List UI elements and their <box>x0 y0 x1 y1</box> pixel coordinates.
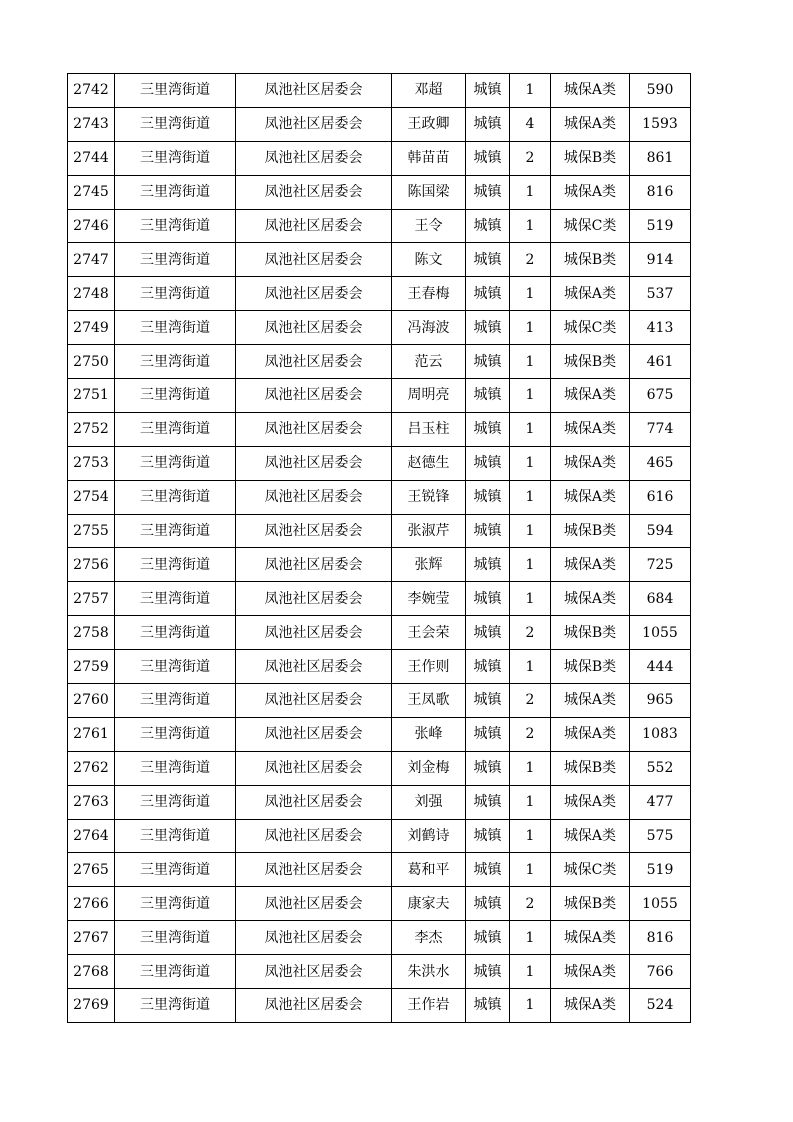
community-cell: 凤池社区居委会 <box>236 785 392 819</box>
serial-number-cell: 2760 <box>68 684 115 718</box>
serial-number-cell: 2764 <box>68 819 115 853</box>
community-cell: 凤池社区居委会 <box>236 819 392 853</box>
household-type-cell: 城镇 <box>466 277 510 311</box>
amount-cell: 725 <box>630 548 691 582</box>
amount-cell: 914 <box>630 243 691 277</box>
category-cell: 城保A类 <box>551 446 630 480</box>
member-count-cell: 2 <box>510 616 551 650</box>
amount-cell: 575 <box>630 819 691 853</box>
amount-cell: 477 <box>630 785 691 819</box>
category-cell: 城保B类 <box>551 141 630 175</box>
subdistrict-cell: 三里湾街道 <box>115 277 236 311</box>
subdistrict-cell: 三里湾街道 <box>115 107 236 141</box>
table-row <box>68 277 691 311</box>
name-cell: 陈文 <box>392 243 466 277</box>
amount-cell: 444 <box>630 650 691 684</box>
serial-number-cell: 2768 <box>68 955 115 989</box>
serial-number-cell: 2756 <box>68 548 115 582</box>
amount-cell: 461 <box>630 345 691 379</box>
subdistrict-cell: 三里湾街道 <box>115 955 236 989</box>
community-cell: 凤池社区居委会 <box>236 717 392 751</box>
member-count-cell: 1 <box>510 955 551 989</box>
amount-cell: 524 <box>630 989 691 1023</box>
community-cell: 凤池社区居委会 <box>236 853 392 887</box>
table-row <box>68 345 691 379</box>
subdistrict-cell: 三里湾街道 <box>115 785 236 819</box>
subdistrict-cell: 三里湾街道 <box>115 650 236 684</box>
serial-number-cell: 2766 <box>68 887 115 921</box>
amount-cell: 519 <box>630 853 691 887</box>
subdistrict-cell: 三里湾街道 <box>115 74 236 108</box>
amount-cell: 774 <box>630 412 691 446</box>
category-cell: 城保A类 <box>551 277 630 311</box>
serial-number-cell: 2754 <box>68 480 115 514</box>
category-cell: 城保A类 <box>551 379 630 413</box>
household-type-cell: 城镇 <box>466 684 510 718</box>
name-cell: 康家夫 <box>392 887 466 921</box>
subdistrict-cell: 三里湾街道 <box>115 684 236 718</box>
category-cell: 城保A类 <box>551 785 630 819</box>
subdistrict-cell: 三里湾街道 <box>115 717 236 751</box>
category-cell: 城保B类 <box>551 345 630 379</box>
community-cell: 凤池社区居委会 <box>236 311 392 345</box>
household-type-cell: 城镇 <box>466 616 510 650</box>
household-type-cell: 城镇 <box>466 717 510 751</box>
member-count-cell: 1 <box>510 751 551 785</box>
category-cell: 城保A类 <box>551 717 630 751</box>
table-row <box>68 514 691 548</box>
name-cell: 刘鹤诗 <box>392 819 466 853</box>
member-count-cell: 1 <box>510 412 551 446</box>
name-cell: 吕玉柱 <box>392 412 466 446</box>
member-count-cell: 1 <box>510 74 551 108</box>
subdistrict-cell: 三里湾街道 <box>115 887 236 921</box>
household-type-cell: 城镇 <box>466 311 510 345</box>
subdistrict-cell: 三里湾街道 <box>115 480 236 514</box>
amount-cell: 1055 <box>630 887 691 921</box>
amount-cell: 861 <box>630 141 691 175</box>
subdistrict-cell: 三里湾街道 <box>115 819 236 853</box>
table-row <box>68 887 691 921</box>
amount-cell: 552 <box>630 751 691 785</box>
member-count-cell: 1 <box>510 819 551 853</box>
community-cell: 凤池社区居委会 <box>236 684 392 718</box>
community-cell: 凤池社区居委会 <box>236 650 392 684</box>
community-cell: 凤池社区居委会 <box>236 548 392 582</box>
table-row <box>68 616 691 650</box>
serial-number-cell: 2759 <box>68 650 115 684</box>
household-type-cell: 城镇 <box>466 989 510 1023</box>
category-cell: 城保A类 <box>551 74 630 108</box>
name-cell: 朱洪水 <box>392 955 466 989</box>
table-row <box>68 412 691 446</box>
table-row <box>68 650 691 684</box>
serial-number-cell: 2748 <box>68 277 115 311</box>
table-row <box>68 446 691 480</box>
name-cell: 王令 <box>392 209 466 243</box>
serial-number-cell: 2745 <box>68 175 115 209</box>
serial-number-cell: 2763 <box>68 785 115 819</box>
amount-cell: 1055 <box>630 616 691 650</box>
household-type-cell: 城镇 <box>466 819 510 853</box>
subdistrict-cell: 三里湾街道 <box>115 379 236 413</box>
serial-number-cell: 2751 <box>68 379 115 413</box>
amount-cell: 616 <box>630 480 691 514</box>
member-count-cell: 1 <box>510 175 551 209</box>
subdistrict-cell: 三里湾街道 <box>115 921 236 955</box>
table-row <box>68 853 691 887</box>
community-cell: 凤池社区居委会 <box>236 887 392 921</box>
table-row <box>68 74 691 108</box>
member-count-cell: 1 <box>510 209 551 243</box>
table-row <box>68 684 691 718</box>
category-cell: 城保C类 <box>551 209 630 243</box>
category-cell: 城保A类 <box>551 684 630 718</box>
community-cell: 凤池社区居委会 <box>236 345 392 379</box>
subdistrict-cell: 三里湾街道 <box>115 141 236 175</box>
name-cell: 王会荣 <box>392 616 466 650</box>
category-cell: 城保A类 <box>551 819 630 853</box>
member-count-cell: 1 <box>510 548 551 582</box>
name-cell: 张辉 <box>392 548 466 582</box>
member-count-cell: 1 <box>510 582 551 616</box>
table-row <box>68 717 691 751</box>
serial-number-cell: 2742 <box>68 74 115 108</box>
category-cell: 城保A类 <box>551 412 630 446</box>
community-cell: 凤池社区居委会 <box>236 141 392 175</box>
name-cell: 王凤歌 <box>392 684 466 718</box>
community-cell: 凤池社区居委会 <box>236 921 392 955</box>
household-type-cell: 城镇 <box>466 785 510 819</box>
subdistrict-cell: 三里湾街道 <box>115 412 236 446</box>
community-cell: 凤池社区居委会 <box>236 955 392 989</box>
serial-number-cell: 2757 <box>68 582 115 616</box>
member-count-cell: 1 <box>510 650 551 684</box>
subdistrict-cell: 三里湾街道 <box>115 446 236 480</box>
amount-cell: 675 <box>630 379 691 413</box>
name-cell: 李杰 <box>392 921 466 955</box>
amount-cell: 684 <box>630 582 691 616</box>
community-cell: 凤池社区居委会 <box>236 74 392 108</box>
household-type-cell: 城镇 <box>466 209 510 243</box>
household-type-cell: 城镇 <box>466 853 510 887</box>
name-cell: 赵德生 <box>392 446 466 480</box>
table-row <box>68 582 691 616</box>
amount-cell: 413 <box>630 311 691 345</box>
member-count-cell: 1 <box>510 379 551 413</box>
table-row <box>68 751 691 785</box>
amount-cell: 465 <box>630 446 691 480</box>
amount-cell: 816 <box>630 921 691 955</box>
member-count-cell: 2 <box>510 243 551 277</box>
amount-cell: 816 <box>630 175 691 209</box>
name-cell: 冯海波 <box>392 311 466 345</box>
category-cell: 城保A类 <box>551 989 630 1023</box>
household-type-cell: 城镇 <box>466 107 510 141</box>
amount-cell: 594 <box>630 514 691 548</box>
member-count-cell: 1 <box>510 480 551 514</box>
amount-cell: 1593 <box>630 107 691 141</box>
community-cell: 凤池社区居委会 <box>236 989 392 1023</box>
household-type-cell: 城镇 <box>466 141 510 175</box>
table-row <box>68 955 691 989</box>
community-cell: 凤池社区居委会 <box>236 582 392 616</box>
household-type-cell: 城镇 <box>466 650 510 684</box>
member-count-cell: 1 <box>510 345 551 379</box>
amount-cell: 519 <box>630 209 691 243</box>
name-cell: 范云 <box>392 345 466 379</box>
table-row <box>68 379 691 413</box>
member-count-cell: 2 <box>510 717 551 751</box>
serial-number-cell: 2750 <box>68 345 115 379</box>
community-cell: 凤池社区居委会 <box>236 480 392 514</box>
community-cell: 凤池社区居委会 <box>236 514 392 548</box>
category-cell: 城保B类 <box>551 514 630 548</box>
category-cell: 城保A类 <box>551 175 630 209</box>
household-type-cell: 城镇 <box>466 751 510 785</box>
member-count-cell: 2 <box>510 887 551 921</box>
serial-number-cell: 2752 <box>68 412 115 446</box>
name-cell: 张峰 <box>392 717 466 751</box>
member-count-cell: 2 <box>510 141 551 175</box>
name-cell: 陈国梁 <box>392 175 466 209</box>
serial-number-cell: 2762 <box>68 751 115 785</box>
roster-body <box>68 74 691 1023</box>
category-cell: 城保A类 <box>551 921 630 955</box>
household-type-cell: 城镇 <box>466 446 510 480</box>
subdistrict-cell: 三里湾街道 <box>115 582 236 616</box>
community-cell: 凤池社区居委会 <box>236 107 392 141</box>
household-type-cell: 城镇 <box>466 175 510 209</box>
serial-number-cell: 2743 <box>68 107 115 141</box>
member-count-cell: 1 <box>510 785 551 819</box>
community-cell: 凤池社区居委会 <box>236 243 392 277</box>
category-cell: 城保C类 <box>551 311 630 345</box>
household-type-cell: 城镇 <box>466 514 510 548</box>
household-type-cell: 城镇 <box>466 955 510 989</box>
category-cell: 城保B类 <box>551 887 630 921</box>
subdistrict-cell: 三里湾街道 <box>115 548 236 582</box>
serial-number-cell: 2758 <box>68 616 115 650</box>
subdistrict-cell: 三里湾街道 <box>115 311 236 345</box>
household-type-cell: 城镇 <box>466 548 510 582</box>
name-cell: 王政卿 <box>392 107 466 141</box>
category-cell: 城保A类 <box>551 548 630 582</box>
table-row <box>68 480 691 514</box>
member-count-cell: 1 <box>510 311 551 345</box>
amount-cell: 537 <box>630 277 691 311</box>
household-type-cell: 城镇 <box>466 480 510 514</box>
name-cell: 邓超 <box>392 74 466 108</box>
table-row <box>68 209 691 243</box>
serial-number-cell: 2753 <box>68 446 115 480</box>
community-cell: 凤池社区居委会 <box>236 379 392 413</box>
serial-number-cell: 2765 <box>68 853 115 887</box>
household-type-cell: 城镇 <box>466 379 510 413</box>
table-row <box>68 819 691 853</box>
community-cell: 凤池社区居委会 <box>236 175 392 209</box>
category-cell: 城保A类 <box>551 582 630 616</box>
household-type-cell: 城镇 <box>466 74 510 108</box>
subdistrict-cell: 三里湾街道 <box>115 243 236 277</box>
subdistrict-cell: 三里湾街道 <box>115 209 236 243</box>
household-type-cell: 城镇 <box>466 582 510 616</box>
name-cell: 张淑芹 <box>392 514 466 548</box>
community-cell: 凤池社区居委会 <box>236 446 392 480</box>
subdistrict-cell: 三里湾街道 <box>115 175 236 209</box>
serial-number-cell: 2749 <box>68 311 115 345</box>
serial-number-cell: 2767 <box>68 921 115 955</box>
name-cell: 葛和平 <box>392 853 466 887</box>
table-row <box>68 141 691 175</box>
serial-number-cell: 2769 <box>68 989 115 1023</box>
amount-cell: 590 <box>630 74 691 108</box>
member-count-cell: 1 <box>510 989 551 1023</box>
serial-number-cell: 2746 <box>68 209 115 243</box>
name-cell: 王作岩 <box>392 989 466 1023</box>
household-type-cell: 城镇 <box>466 243 510 277</box>
subdistrict-cell: 三里湾街道 <box>115 853 236 887</box>
table-row <box>68 548 691 582</box>
amount-cell: 766 <box>630 955 691 989</box>
subdistrict-cell: 三里湾街道 <box>115 989 236 1023</box>
member-count-cell: 1 <box>510 446 551 480</box>
serial-number-cell: 2747 <box>68 243 115 277</box>
name-cell: 刘金梅 <box>392 751 466 785</box>
table-row <box>68 243 691 277</box>
subdistrict-cell: 三里湾街道 <box>115 514 236 548</box>
name-cell: 王锐锋 <box>392 480 466 514</box>
member-count-cell: 1 <box>510 277 551 311</box>
community-cell: 凤池社区居委会 <box>236 412 392 446</box>
table-row <box>68 785 691 819</box>
table-row <box>68 311 691 345</box>
name-cell: 王作则 <box>392 650 466 684</box>
table-row <box>68 107 691 141</box>
subdistrict-cell: 三里湾街道 <box>115 751 236 785</box>
category-cell: 城保A类 <box>551 480 630 514</box>
name-cell: 周明亮 <box>392 379 466 413</box>
serial-number-cell: 2761 <box>68 717 115 751</box>
community-cell: 凤池社区居委会 <box>236 751 392 785</box>
subdistrict-cell: 三里湾街道 <box>115 616 236 650</box>
household-type-cell: 城镇 <box>466 921 510 955</box>
community-cell: 凤池社区居委会 <box>236 209 392 243</box>
household-type-cell: 城镇 <box>466 345 510 379</box>
name-cell: 李婉莹 <box>392 582 466 616</box>
category-cell: 城保B类 <box>551 243 630 277</box>
category-cell: 城保C类 <box>551 853 630 887</box>
name-cell: 刘强 <box>392 785 466 819</box>
member-count-cell: 2 <box>510 684 551 718</box>
household-type-cell: 城镇 <box>466 887 510 921</box>
category-cell: 城保B类 <box>551 650 630 684</box>
table-row <box>68 989 691 1023</box>
amount-cell: 1083 <box>630 717 691 751</box>
serial-number-cell: 2755 <box>68 514 115 548</box>
member-count-cell: 1 <box>510 514 551 548</box>
category-cell: 城保B类 <box>551 616 630 650</box>
serial-number-cell: 2744 <box>68 141 115 175</box>
name-cell: 王春梅 <box>392 277 466 311</box>
table-row <box>68 921 691 955</box>
community-cell: 凤池社区居委会 <box>236 277 392 311</box>
subdistrict-cell: 三里湾街道 <box>115 345 236 379</box>
category-cell: 城保A类 <box>551 107 630 141</box>
name-cell: 韩苗苗 <box>392 141 466 175</box>
household-type-cell: 城镇 <box>466 412 510 446</box>
category-cell: 城保A类 <box>551 955 630 989</box>
table-row <box>68 175 691 209</box>
roster-table <box>67 73 691 1023</box>
member-count-cell: 1 <box>510 853 551 887</box>
amount-cell: 965 <box>630 684 691 718</box>
community-cell: 凤池社区居委会 <box>236 616 392 650</box>
member-count-cell: 4 <box>510 107 551 141</box>
category-cell: 城保B类 <box>551 751 630 785</box>
member-count-cell: 1 <box>510 921 551 955</box>
